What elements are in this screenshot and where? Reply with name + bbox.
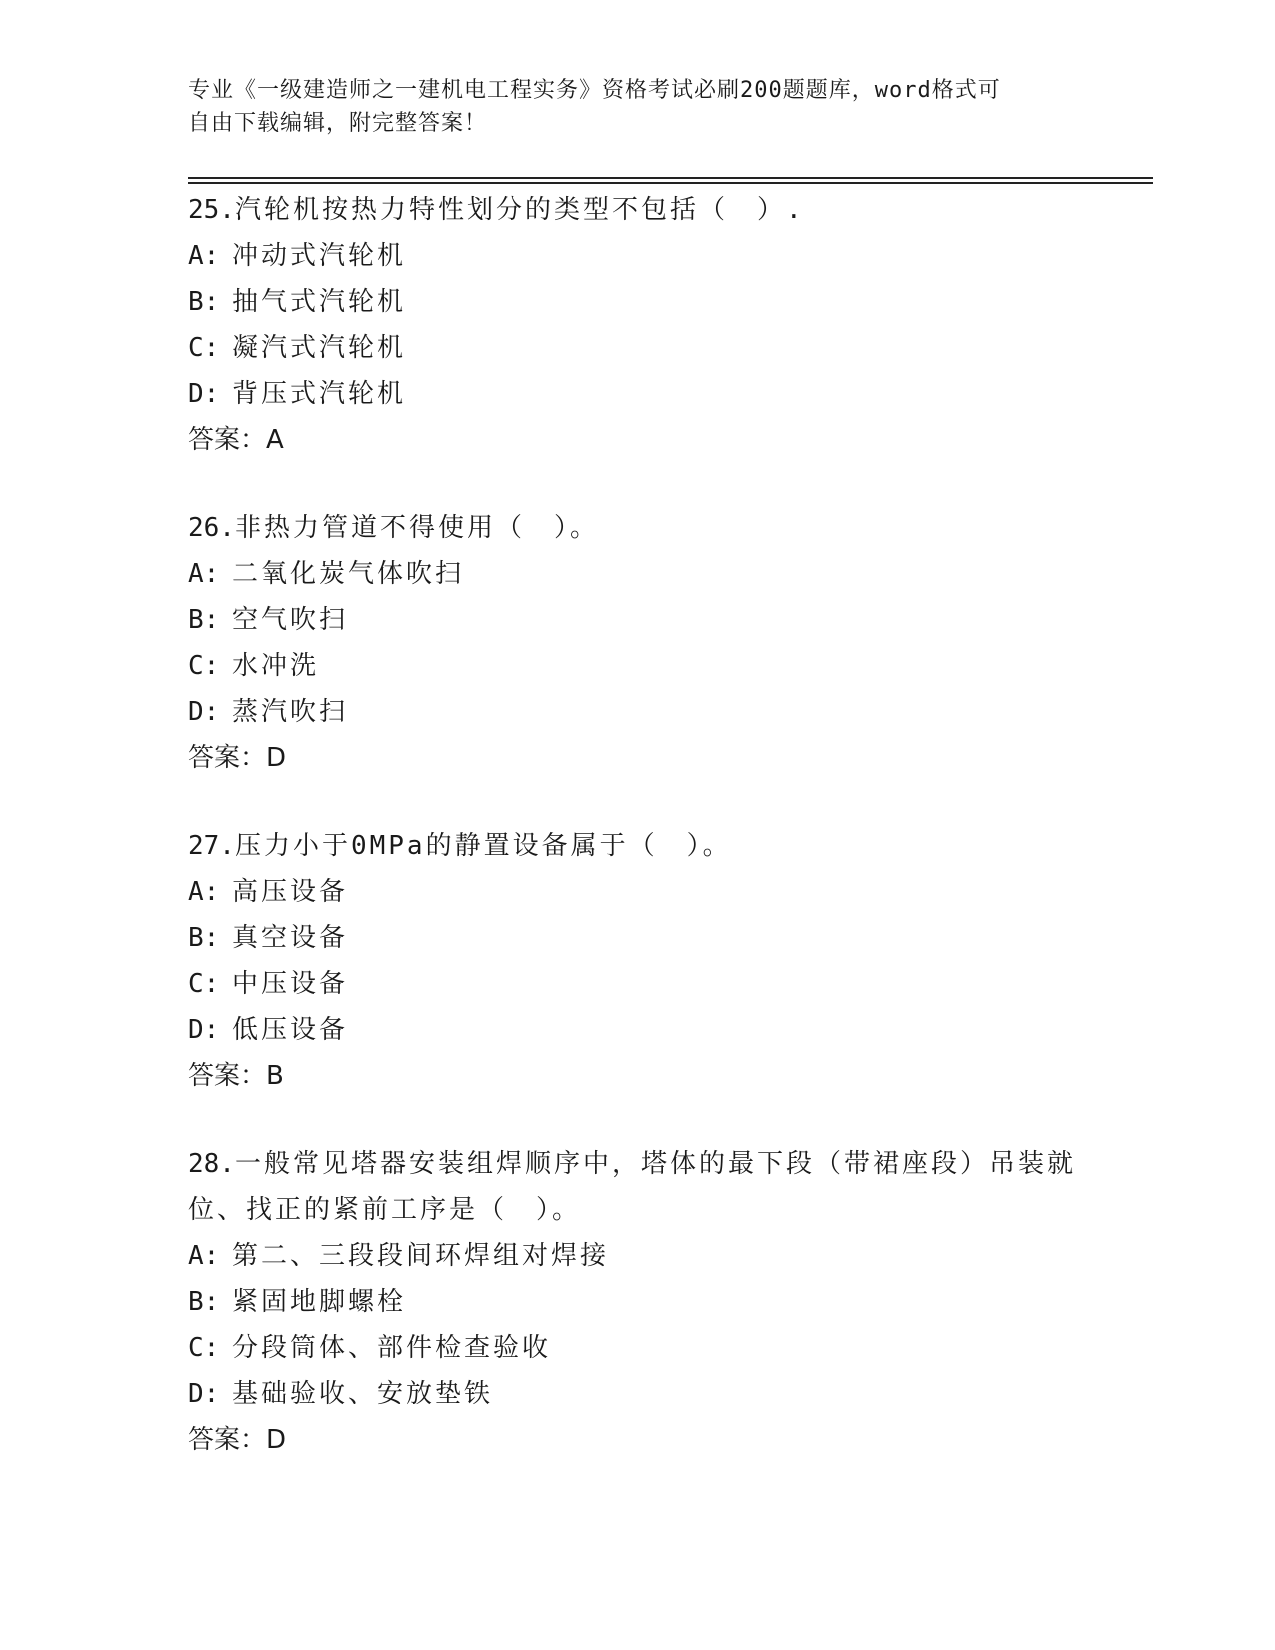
- option-a: [188, 233, 1088, 279]
- option-letter: A:: [188, 559, 220, 589]
- question-26: [188, 505, 1088, 781]
- option-letter: B:: [188, 1287, 220, 1317]
- option-b: [188, 597, 1088, 643]
- option-letter: C:: [188, 969, 220, 999]
- option-d: [188, 689, 1088, 735]
- option-text: 空气吹扫: [232, 605, 349, 635]
- option-text: 基础验收、安放垫铁: [232, 1379, 494, 1409]
- option-letter: C:: [188, 1333, 220, 1363]
- option-text: 水冲洗: [232, 651, 320, 681]
- answer-line: 答案：D: [188, 743, 287, 773]
- option-letter: D:: [188, 697, 220, 727]
- question-number: 26.: [188, 513, 235, 543]
- option-d: [188, 1007, 1088, 1053]
- option-letter: B:: [188, 287, 220, 317]
- option-text: 低压设备: [232, 1015, 349, 1045]
- option-a: [188, 1233, 1088, 1279]
- document-header: [188, 74, 1068, 140]
- option-letter: A:: [188, 241, 220, 271]
- option-letter: A:: [188, 1241, 220, 1271]
- option-b: [188, 915, 1088, 961]
- option-c: [188, 643, 1088, 689]
- option-c: [188, 1325, 1088, 1371]
- answer-line: 答案：A: [188, 425, 284, 455]
- question-text: 汽轮机按热力特性划分的类型不包括（ ）.: [234, 195, 805, 225]
- question-number: 28.: [188, 1149, 235, 1179]
- option-a: [188, 551, 1088, 597]
- option-text: 高压设备: [232, 877, 349, 907]
- option-letter: B:: [188, 923, 220, 953]
- question-stem: [188, 187, 1088, 233]
- option-text: 中压设备: [232, 969, 349, 999]
- header-line-1: 专业《一级建造师之一建机电工程实务》资格考试必刷200题题库，word格式可: [188, 78, 1001, 103]
- question-text: 一般常见塔器安装组焊顺序中，塔体的最下段（带裙座段）吊装就位、找正的紧前工序是（ ）。: [188, 1149, 1076, 1225]
- option-text: 凝汽式汽轮机: [232, 333, 407, 363]
- option-text: 紧固地脚螺栓: [232, 1287, 407, 1317]
- option-letter: B:: [188, 605, 220, 635]
- header-divider-top: [188, 177, 1153, 179]
- option-d: [188, 1371, 1088, 1417]
- option-text: 背压式汽轮机: [232, 379, 407, 409]
- option-letter: C:: [188, 651, 220, 681]
- option-letter: A:: [188, 877, 220, 907]
- option-a: [188, 869, 1088, 915]
- option-d: [188, 371, 1088, 417]
- answer-line: 答案：B: [188, 1061, 284, 1091]
- question-number: 25.: [188, 195, 235, 225]
- question-number: 27.: [188, 831, 235, 861]
- option-text: 分段筒体、部件检查验收: [232, 1333, 552, 1363]
- option-text: 二氧化炭气体吹扫: [232, 559, 465, 589]
- option-b: [188, 279, 1088, 325]
- option-text: 蒸汽吹扫: [232, 697, 349, 727]
- option-letter: D:: [188, 379, 220, 409]
- option-letter: D:: [188, 1379, 220, 1409]
- question-text: 非热力管道不得使用（ ）。: [234, 513, 599, 543]
- question-28: [188, 1141, 1088, 1463]
- header-line-2: 自由下载编辑，附完整答案！: [188, 111, 488, 136]
- option-c: [188, 961, 1088, 1007]
- option-text: 冲动式汽轮机: [232, 241, 407, 271]
- question-text: 压力小于0MPa的静置设备属于（ ）。: [234, 831, 732, 861]
- option-b: [188, 1279, 1088, 1325]
- question-list: [188, 187, 1088, 1505]
- option-letter: C:: [188, 333, 220, 363]
- header-divider-bottom: [188, 182, 1153, 184]
- option-text: 第二、三段段间环焊组对焊接: [232, 1241, 610, 1271]
- question-25: [188, 187, 1088, 463]
- option-text: 抽气式汽轮机: [232, 287, 407, 317]
- option-text: 真空设备: [232, 923, 349, 953]
- question-stem: [188, 823, 1088, 869]
- question-stem: [188, 505, 1088, 551]
- option-c: [188, 325, 1088, 371]
- question-27: [188, 823, 1088, 1099]
- answer-line: 答案：D: [188, 1425, 287, 1455]
- question-stem: [188, 1141, 1088, 1233]
- option-letter: D:: [188, 1015, 220, 1045]
